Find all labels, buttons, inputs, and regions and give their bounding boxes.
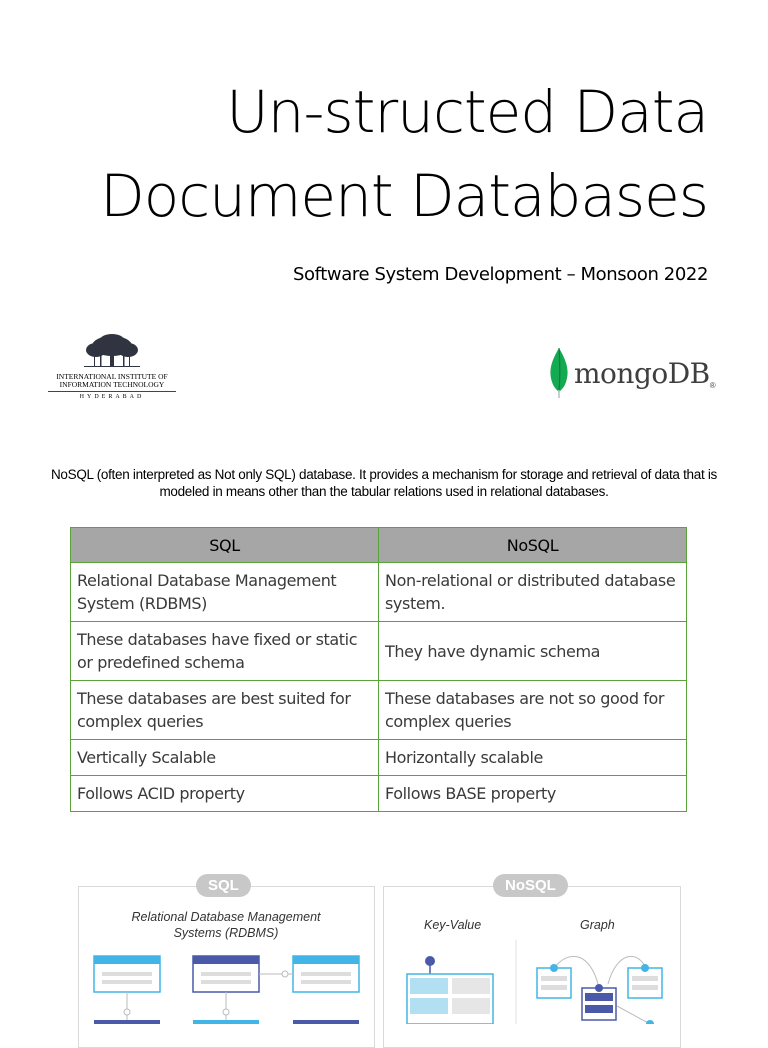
table-row [71, 563, 687, 622]
rdbms-table-icon [94, 956, 160, 992]
header-sql: SQL [71, 528, 379, 563]
rdbms-caption: Relational Database Management Systems (RDBMS) [131, 910, 321, 940]
banyan-tree-icon [82, 334, 142, 368]
key-value-store-icon [407, 956, 493, 1024]
table-cell: Vertically Scalable [71, 740, 379, 776]
mongodb-logo [548, 348, 716, 398]
header-nosql: NoSQL [379, 528, 687, 563]
sql-pill-label: SQL [196, 874, 251, 897]
subtitle: Software System Development – Monsoon 2022 [292, 264, 708, 285]
iiit-logo [48, 334, 176, 400]
nosql-pill-label: NoSQL [493, 874, 568, 897]
graph-store-icon [537, 956, 662, 1024]
registered-mark: ® [709, 381, 716, 390]
table-cell: These databases are best suited for complex queries [71, 681, 379, 740]
iiit-line-1: INTERNATIONAL INSTITUTE OF [56, 372, 168, 381]
table-row [71, 776, 687, 812]
mongodb-wordmark: mongoDB [574, 356, 710, 390]
database-diagram-art [0, 940, 768, 1024]
mongodb-leaf-icon [548, 348, 570, 398]
table-cell: Horizontally scalable [379, 740, 687, 776]
iiit-line-2: INFORMATION TECHNOLOGY [59, 380, 165, 389]
table-cell: Follows ACID property [71, 776, 379, 812]
key-value-label: Key-Value [424, 918, 482, 932]
table-cell: They have dynamic schema [379, 622, 687, 681]
table-row [71, 740, 687, 776]
table-row [71, 681, 687, 740]
intro-paragraph: NoSQL (often interpreted as Not only SQL) database. It provides a mechanism for storage and retrieval of data that is modeled in means other than the tabular relations used in relational databases. [50, 467, 718, 499]
graph-label: Graph [580, 918, 615, 932]
table-cell: Non-relational or distributed database system. [379, 563, 687, 622]
iiit-line-3: HYDERABAD [48, 391, 176, 400]
table-cell: These databases are not so good for complex queries [379, 681, 687, 740]
table-cell: Relational Database Management System (RDBMS) [71, 563, 379, 622]
page-title [100, 70, 708, 238]
title-line-2: Document Databases [100, 162, 708, 230]
table-header-row [71, 528, 687, 563]
rdbms-table-icon [193, 956, 259, 992]
table-row [71, 622, 687, 681]
sql-nosql-comparison-table [70, 527, 687, 812]
table-cell: Follows BASE property [379, 776, 687, 812]
rdbms-table-icon [293, 956, 359, 992]
title-line-1: Un-structed Data [226, 78, 708, 146]
table-cell: These databases have fixed or static or predefined schema [71, 622, 379, 681]
